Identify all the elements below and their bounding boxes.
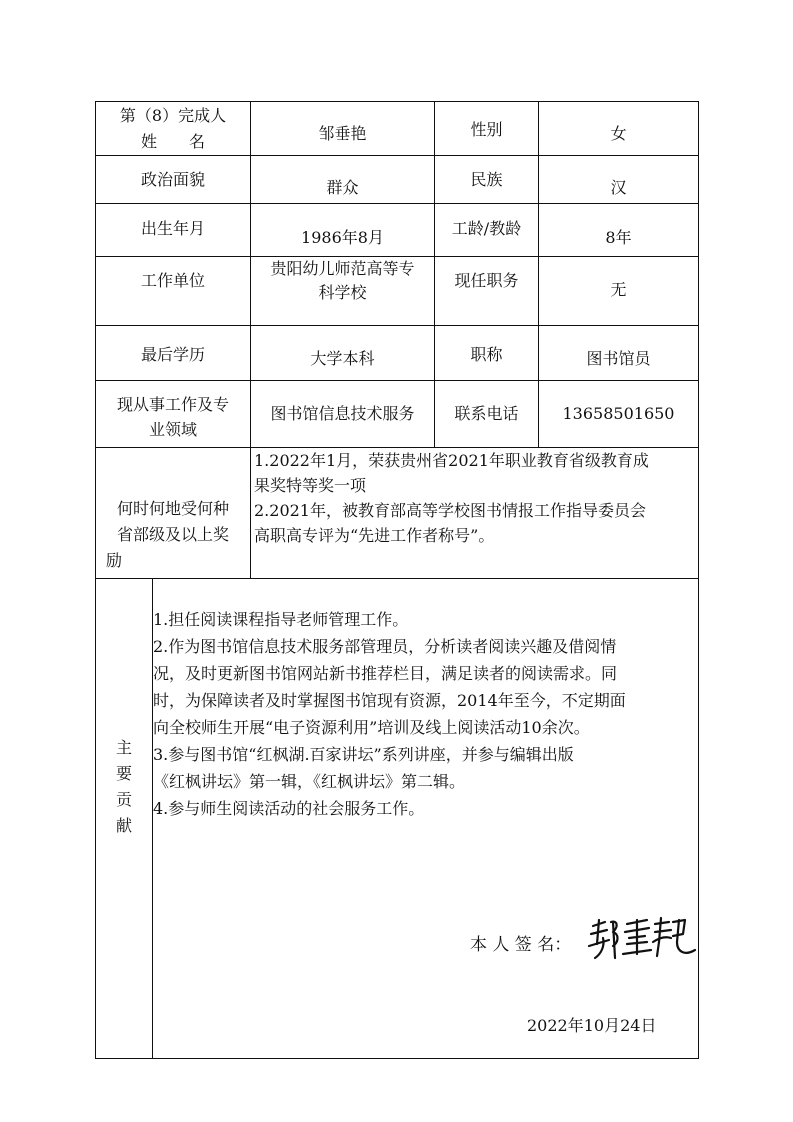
name-value: 邹垂艳 (318, 124, 367, 143)
employer-value-line1: 贵阳幼儿师范高等专 (270, 259, 415, 278)
table-border-left (95, 101, 96, 1059)
employer-value-line2: 科学校 (318, 283, 367, 302)
awards-line: 1.2022年1月，荣获贵州省2021年职业教育省级教育成 (254, 451, 649, 470)
phone-value: 13658501650 (562, 404, 675, 423)
ethnic-label: 民族 (470, 170, 503, 189)
contribution-label-char: 主 (115, 738, 132, 757)
field-label-line2: 业领域 (148, 420, 197, 439)
phone-label: 联系电话 (454, 404, 519, 423)
ethnic-value: 汉 (610, 178, 627, 197)
row-divider (95, 203, 699, 204)
awards-label-line3: 励 (106, 551, 123, 570)
political-label: 政治面貌 (140, 170, 205, 189)
table-border-bottom (95, 1058, 699, 1059)
awards-label-line1: 何时何地受何种 (116, 499, 229, 518)
awards-line: 2.2021年，被教育部高等学校图书情报工作指导委员会 (254, 501, 646, 520)
contribution-label-char: 献 (115, 816, 132, 835)
row-divider (95, 380, 699, 381)
row-divider (95, 256, 699, 257)
contribution-line: 1.担任阅读课程指导老师管理工作。 (153, 610, 409, 629)
col-divider (250, 101, 251, 578)
row-divider (95, 447, 699, 448)
row-divider (95, 325, 699, 326)
field-value: 图书馆信息技术服务 (270, 404, 415, 423)
contribution-line: 况，及时更新图书馆网站新书推荐栏目，满足读者的阅读需求。同 (153, 664, 618, 683)
contribution-label-char: 贡 (115, 790, 132, 809)
date: 2022年10月24日 (527, 1016, 657, 1035)
awards-line: 果奖特等奖一项 (254, 476, 367, 495)
awards-line: 高职高专评为“先进工作者称号”。 (254, 526, 495, 545)
signature-label: 本 人 签 名： (470, 935, 572, 955)
contribution-label-char: 要 (115, 764, 132, 783)
contribution-line: 《红枫讲坛》第一辑，《红枫讲坛》第二辑。 (153, 772, 466, 791)
contribution-line: 3.参与图书馆“红枫湖.百家讲坛”系列讲座，并参与编辑出版 (153, 745, 574, 764)
birth-label: 出生年月 (140, 219, 205, 238)
position-value: 无 (610, 280, 627, 299)
completer-label-line1: 第（8）完成人 (119, 106, 227, 125)
gender-label: 性别 (470, 120, 503, 139)
political-value: 群众 (326, 178, 359, 197)
contribution-line: 4.参与师生阅读活动的社会服务工作。 (153, 799, 425, 818)
contribution-line: 时，为保障读者及时掌握图书馆现有资源，2014年至今，不定期面 (153, 691, 626, 710)
row-divider (95, 578, 699, 579)
education-value: 大学本科 (310, 349, 375, 368)
years-label: 工龄/教龄 (451, 219, 522, 238)
awards-label-line2: 省部级及以上奖 (116, 525, 229, 544)
education-label: 最后学历 (140, 345, 205, 364)
contribution-line: 向全校师生开展“电子资源利用”培训及线上阅读活动10余次。 (153, 718, 590, 737)
field-label-line1: 现从事工作及专 (116, 395, 229, 414)
title-value: 图书馆员 (586, 349, 651, 368)
years-value: 8年 (605, 228, 632, 247)
completer-label-line2: 姓 名 (140, 132, 205, 151)
title-label: 职称 (470, 345, 503, 364)
col-divider (538, 101, 539, 447)
employer-label: 工作单位 (140, 271, 205, 290)
table-border-top (95, 101, 699, 102)
contribution-line: 2.作为图书馆信息技术服务部管理员，分析读者阅读兴趣及借阅情 (153, 637, 617, 656)
row-divider (95, 155, 699, 156)
gender-value: 女 (610, 124, 627, 143)
position-label: 现任职务 (454, 271, 519, 290)
birth-value: 1986年8月 (301, 228, 384, 247)
handwritten-signature (585, 912, 700, 968)
